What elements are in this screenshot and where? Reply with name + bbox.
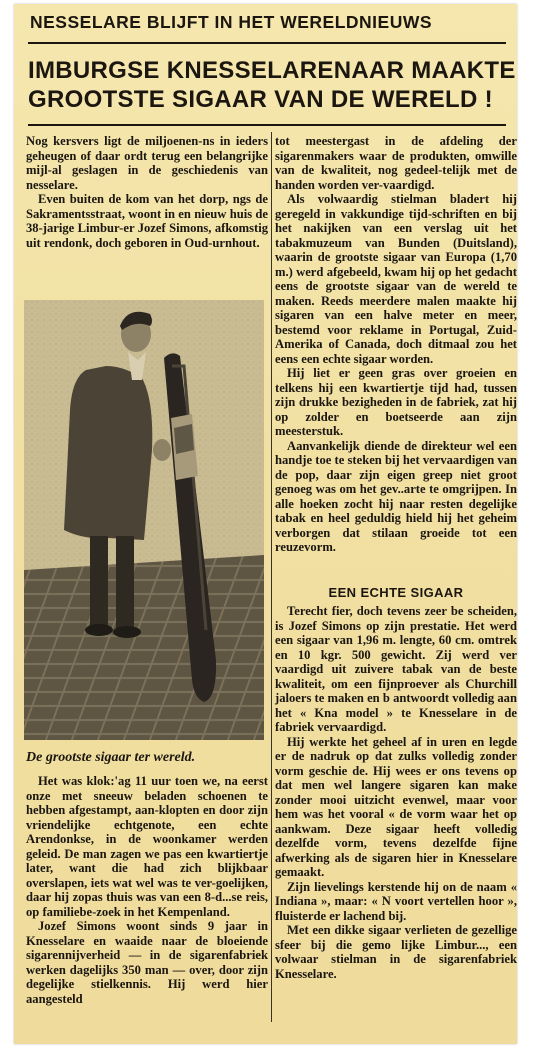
paragraph: Het was klok:'ag 11 uur toen we, na eerst onze met sneeuw beladen schoenen te hebben afgestampt, aan-klopten en door zijn vriendelijke echtgenote, een echte Arendonkse, in de woonkamer werden geleid. De man zagen we pas een kwartiertje later, want die had zich blijkbaar overslapen, iets wat wel was te ver-goelijken, daar hij zopas thuis was van een 8-d...se reis, op familiebe-zoek in het Kempenland.: [26, 774, 268, 919]
paragraph: Terecht fier, doch tevens zeer be scheiden, is Jozef Simons op zijn prestatie. Het werd een sigaar van 1,96 m. lengte, 60 cm. omtrek en 10 kgr. 500 gewicht. Zij werd ver vaardigd uit zuivere tabak van de beste kwaliteit, om een fijnproever als Churchill jaloers te maken en b antwoordt volledig aan het « Kna model » te Knesselare in de fabriek vervaardigd.: [275, 604, 517, 734]
section-subheading: EEN ECHTE SIGAAR: [328, 585, 464, 600]
paragraph: Jozef Simons woont sinds 9 jaar in Knesselare en waaide naar de bloeiende sigarennijverheid — in de sigarenfabriek werken dagelijks 350 man — over, door zijn degelijke stielkennis. Hij werd hier aangesteld: [26, 919, 268, 1006]
right-column-bottom: [275, 604, 517, 981]
paragraph: Zijn lievelings kerstende hij on de naam « Indiana », maar: « N voort vertellen hoor », fluisterde er lachend bij.: [275, 879, 517, 923]
photo-man-with-giant-cigar: [24, 300, 264, 740]
paragraph: Even buiten de kom van het dorp, ngs de Sakramentsstraat, woont in en nieuw huis de 38-jarige Limbur-er Jozef Simons, afkomstig uit rendonk, doch geboren in Oud-urnhout.: [26, 192, 268, 250]
paragraph: tot meestergast in de afdeling der sigarenmakers waar de produkten, omwille van de kwaliteit, nog gedeel-telijk met de handen worden ver-vaardigd.: [275, 134, 517, 192]
paragraph: Nog kersvers ligt de miljoenen-ns in ieders geheugen of daar ordt terug een belangrijke mijl-al geslagen in de geschiedenis van nesselare.: [26, 134, 268, 192]
kicker-line: NESSELARE BLIJFT IN HET WERELDNIEUWS: [30, 12, 433, 32]
headline-line-1: IMBURGSE KNESSELARENAAR MAAKTE: [28, 57, 516, 84]
newspaper-clipping: [14, 4, 517, 1044]
left-column-bottom: [26, 774, 268, 1006]
column-divider: [271, 132, 272, 1022]
paragraph: Hij werkte het geheel af in uren en legde er de nadruk op dat zulks volledig zonder vorm geschie de. Hij wees er ons tevens op dat men wel langere sigaren kan make zonder mooi uitzicht evenwel, maar voor hem was het vooral « de vorm waar het op aankwam. Deze sigaar heeft volledig dezelfde vorm, tevens dezelfde fijne afwerking als de sigaren hier in Knesselare gemaakt.: [275, 734, 517, 879]
photo-illustration: [24, 300, 264, 740]
right-column-top: [275, 134, 517, 555]
paragraph: Als volwaardig stielman bladert hij geregeld in vakkundige tijd-schriften en bij het nakijken van een verslag uit het tabakmuzeum van Bunden (Duitsland), waarin de grootste sigaar van Europa (1,70 m.) werd afgebeeld, kwam hij op het gedacht eens de grootste sigaar van de wereld te maken. Reeds meerdere malen maakte hij sigaren van een halve meter en meer, bestemd voor reklame in Portugal, Zuid-Amerika of Canada, doch ditmaal zou het eens een echte sigaar worden.: [275, 192, 517, 366]
paragraph: Met een dikke sigaar verlieten de gezellige sfeer bij die gemo lijke Limbur..., een volwaar stielman in de sigarenfabriek Knesselare.: [275, 923, 517, 981]
paragraph: Aanvankelijk diende de direkteur wel een handje toe te steken bij het vervaardigen van de pop, daar zijn eigen greep niet groot genoeg was om het gev..arte te omgrijpen. In alle hoeken zocht hij naar resten degelijke tabak en heel geduldig hield hij het geheim verborgen dat stilaan groeide tot een reuzevorm.: [275, 438, 517, 554]
headline: [28, 56, 514, 114]
paragraph: Hij liet er geen gras over groeien en telkens hij een kwartiertje tijd had, tussen zijn drukke bezigheden in de fabriek, zat hij op zolder en boetseerde aan zijn meesterstuk.: [275, 366, 517, 438]
left-column-top: [26, 134, 268, 250]
headline-line-2: GROOTSTE SIGAAR VAN DE WERELD !: [28, 86, 493, 113]
top-rule: [28, 42, 506, 44]
headline-rule: [28, 124, 506, 126]
photo-caption: De grootste sigaar ter wereld.: [26, 750, 196, 765]
